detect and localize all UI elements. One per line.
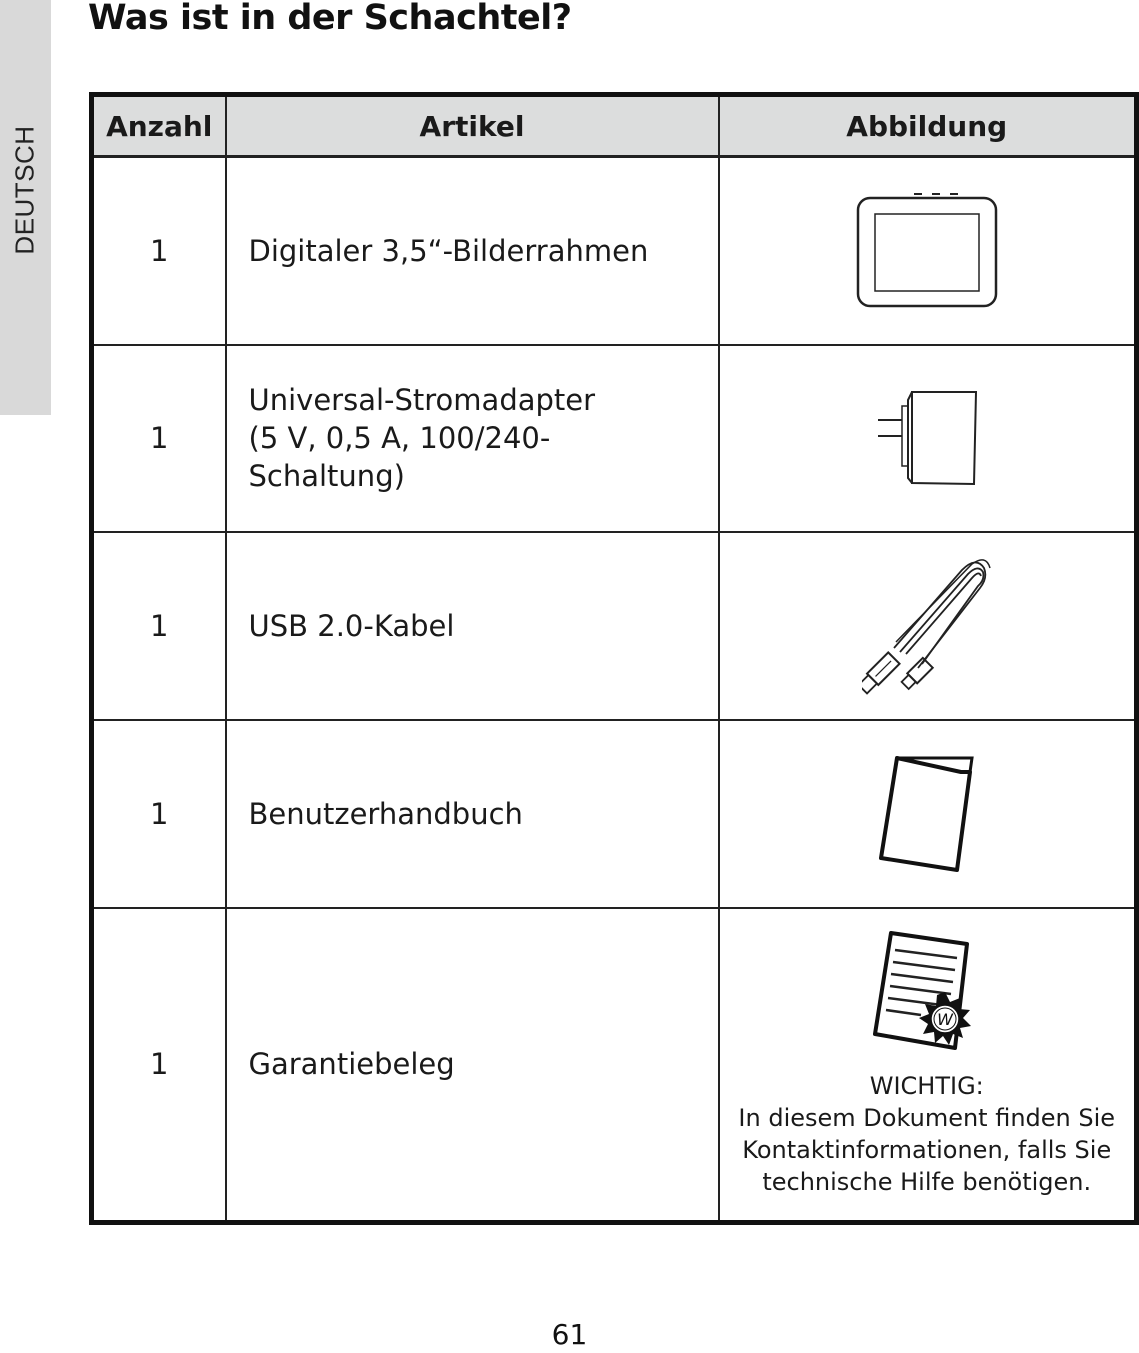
item-label-line: Universal-Stromadapter <box>248 383 596 417</box>
power-adapter-icon <box>876 388 978 488</box>
box-contents-table <box>89 92 1139 1225</box>
notice-line: technische Hilfe benötigen. <box>762 1168 1092 1197</box>
qty-cell: 1 <box>92 720 226 908</box>
qty-cell: 1 <box>92 157 226 345</box>
notice-line: Kontaktinformationen, falls Sie <box>742 1136 1112 1165</box>
image-cell <box>719 720 1137 908</box>
warranty-notice <box>720 1070 1135 1198</box>
warranty-document-icon <box>871 930 983 1066</box>
item-cell <box>226 908 719 1223</box>
image-cell <box>719 532 1137 720</box>
language-label: DEUTSCH <box>9 125 40 255</box>
qty-cell: 1 <box>92 908 226 1223</box>
table-row <box>92 532 1137 720</box>
image-cell <box>719 345 1137 532</box>
table-row <box>92 908 1137 1223</box>
item-label: Garantiebeleg <box>248 1047 455 1082</box>
qty-cell: 1 <box>92 345 226 532</box>
item-label: Benutzerhandbuch <box>248 796 523 831</box>
user-manual-icon <box>877 754 977 874</box>
table-header-row <box>92 95 1137 157</box>
item-cell <box>226 532 719 720</box>
item-label: USB 2.0-Kabel <box>248 608 455 643</box>
item-cell <box>226 157 719 345</box>
seal-letter: W <box>936 1010 953 1030</box>
item-cell <box>226 345 719 532</box>
notice-line: In diesem Dokument finden Sie <box>738 1104 1116 1133</box>
item-cell <box>226 720 719 908</box>
item-label-line: (5 V, 0,5 A, 100/240- <box>248 421 551 455</box>
header-item: Artikel <box>226 95 719 157</box>
page-title: Was ist in der Schachtel? <box>88 0 572 38</box>
usb-cable-icon <box>862 556 992 696</box>
table-row <box>92 345 1137 532</box>
table-row <box>92 720 1137 908</box>
header-image: Abbildung <box>719 95 1137 157</box>
header-qty: Anzahl <box>92 95 226 157</box>
table-row <box>92 157 1137 345</box>
page-number: 61 <box>551 1318 588 1351</box>
image-cell <box>719 157 1137 345</box>
qty-cell: 1 <box>92 532 226 720</box>
picture-frame-icon <box>856 193 998 309</box>
item-label-line: Schaltung) <box>248 459 405 493</box>
notice-line: WICHTIG: <box>869 1072 984 1101</box>
item-label: Digitaler 3,5“-Bilderrahmen <box>248 233 649 268</box>
image-cell <box>719 908 1137 1223</box>
language-side-tab <box>0 0 51 415</box>
